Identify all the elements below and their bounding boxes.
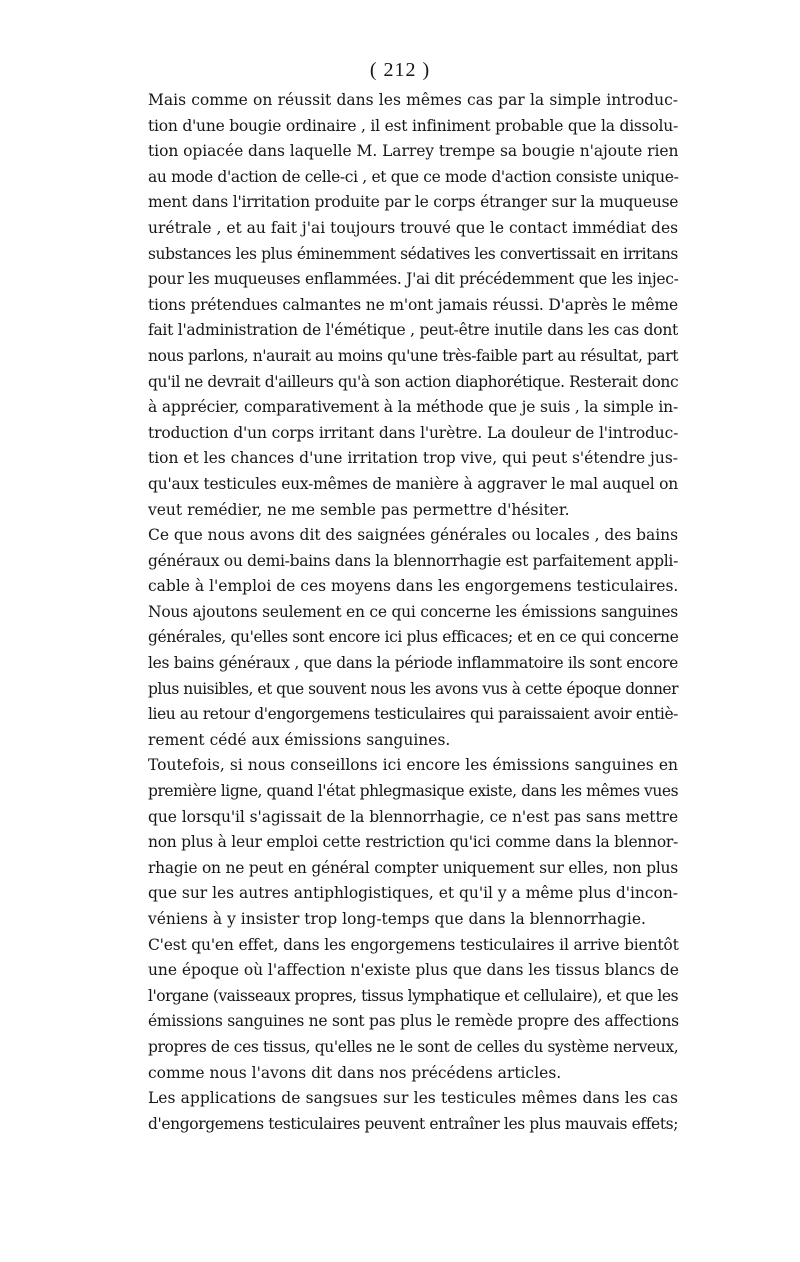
text-line: ment dans l'irritation produite par le corps étranger sur la muqueuse — [148, 193, 679, 212]
text-line: substances les plus éminemment sédatives les convertissait en irritans — [148, 244, 678, 263]
text-line: que sur les autres antiphlogistiques, et qu'il y a même plus d'incon- — [148, 884, 678, 903]
text-line: au mode d'action de celle-ci , et que ce mode d'action consiste unique- — [148, 167, 679, 186]
text-line: plus nuisibles, et que souvent nous les avons vus à cette époque donner — [148, 679, 678, 698]
text-line: cable à l'emploi de ces moyens dans les engorgemens testiculaires. — [148, 577, 679, 596]
text-line: les bains généraux , que dans la période inflammatoire ils sont encore — [148, 654, 678, 673]
text-line: propres de ces tissus, qu'elles ne le sont de celles du système nerveux, — [148, 1037, 679, 1056]
text-line: lieu au retour d'engorgemens testiculaires qui paraissaient avoir entiè- — [148, 705, 678, 724]
text-line: urétrale , et au fait j'ai toujours trouvé que le contact immédiat des — [148, 218, 679, 237]
text-line: rhagie on ne peut en général compter uniquement sur elles, non plus — [148, 858, 678, 877]
text-line: tions prétendues calmantes ne m'ont jamais réussi. D'après le même — [148, 295, 679, 314]
text-line: Toutefois, si nous conseillons ici encore les émissions sanguines en — [148, 756, 678, 775]
text-line: Ce que nous avons dit des saignées générales ou locales , des bains — [148, 526, 678, 545]
text-line: Nous ajoutons seulement en ce qui concerne les émissions sanguines — [148, 602, 678, 621]
text-line: tion et les chances d'une irritation trop vive, qui peut s'étendre jus- — [148, 449, 678, 468]
text-line: qu'aux testicules eux-mêmes de manière à aggraver le mal auquel on — [148, 474, 678, 493]
text-line: tion d'une bougie ordinaire , il est infiniment probable que la dissolu- — [148, 116, 679, 135]
text-line: nous parlons, n'aurait au moins qu'une très-faible part au résultat, part — [148, 346, 678, 365]
text-line: véniens à y insister trop long-temps que dans la blennorrhagie. — [148, 910, 646, 928]
text-line: émissions sanguines ne sont pas plus le remède propre des affections — [148, 1012, 679, 1031]
text-line: troduction d'un corps irritant dans l'urètre. La douleur de l'introduc- — [148, 423, 679, 442]
text-line: rement cédé aux émissions sanguines. — [148, 730, 451, 749]
text-line: que lorsqu'il s'agissait de la blennorrhagie, ce n'est pas sans mettre — [148, 807, 679, 826]
body-text — [148, 88, 678, 1137]
text-line: d'engorgemens testiculaires peuvent entraîner les plus mauvais effets; — [148, 1114, 679, 1133]
text-line: fait l'administration de l'émétique , peut-être inutile dans les cas dont — [148, 321, 678, 340]
text-line: qu'il ne devrait d'ailleurs qu'à son action diaphorétique. Resterait donc — [148, 372, 679, 391]
text-line: généraux ou demi-bains dans la blennorrhagie est parfaitement appli- — [148, 551, 678, 570]
text-line: comme nous l'avons dit dans nos précédens articles. — [148, 1063, 562, 1082]
text-line: veut remédier, ne me semble pas permettre d'hésiter. — [148, 500, 570, 519]
paragraph — [148, 88, 678, 523]
text-line: non plus à leur emploi cette restriction qu'ici comme dans la blennor- — [148, 833, 678, 852]
text-line: l'organe (vaisseaux propres, tissus lymphatique et cellulaire), et que les — [148, 986, 679, 1005]
text-line: pour les muqueuses enflammées. J'ai dit précédemment que les injec- — [148, 270, 679, 289]
paragraph — [148, 753, 678, 932]
text-line: C'est qu'en effet, dans les engorgemens testiculaires il arrive bientôt — [148, 935, 679, 954]
text-line: une époque où l'affection n'existe plus que dans les tissus blancs de — [148, 961, 679, 980]
paragraph — [148, 933, 678, 1087]
paragraph — [148, 1086, 678, 1137]
text-line: générales, qu'elles sont encore ici plus efficaces; et en ce qui concerne — [148, 628, 679, 647]
text-line: première ligne, quand l'état phlegmasique existe, dans les mêmes vues — [148, 782, 679, 801]
text-line: Mais comme on réussit dans les mêmes cas par la simple introduc- — [148, 91, 678, 109]
text-line: Les applications de sangsues sur les testicules mêmes dans les cas — [148, 1089, 678, 1108]
text-line: à apprécier, comparativement à la méthode que je suis , la simple in- — [148, 398, 679, 417]
text-line: tion opiacée dans laquelle M. Larrey trempe sa bougie n'ajoute rien — [148, 142, 679, 161]
paragraph — [148, 523, 678, 753]
page-number: ( 212 ) — [369, 59, 431, 81]
